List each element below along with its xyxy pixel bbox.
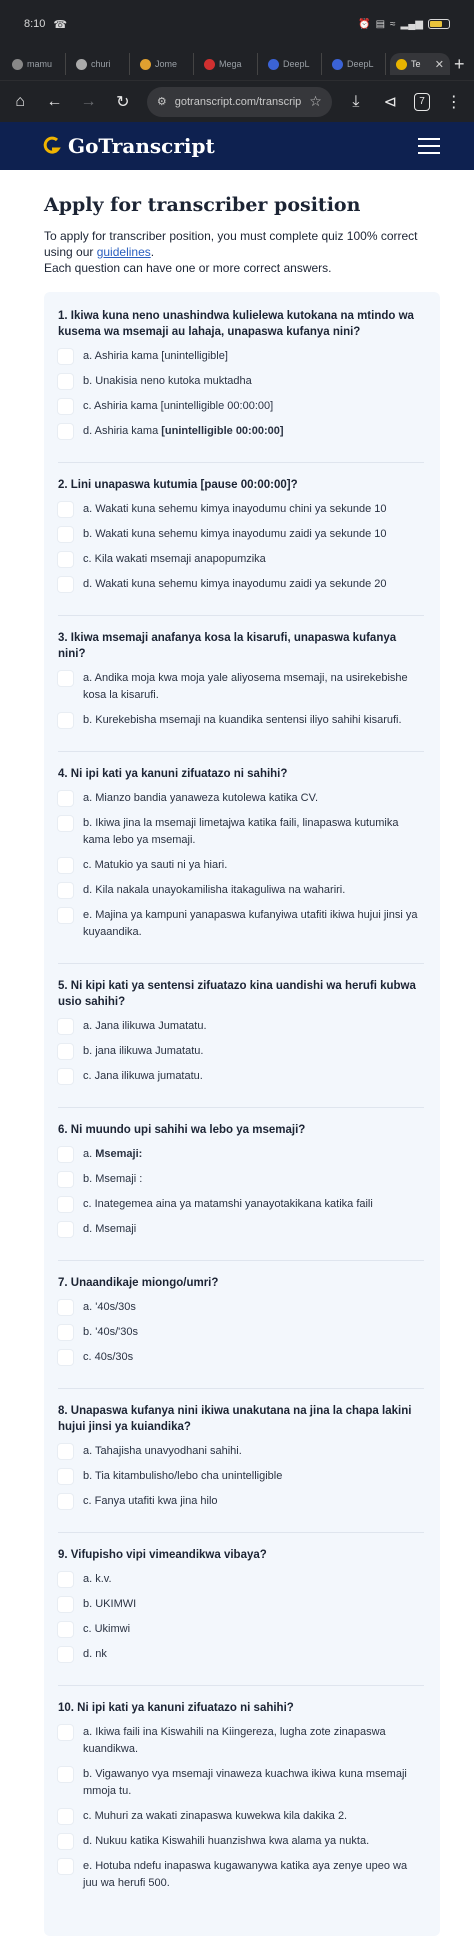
answer-label: c. Matukio ya sauti ni ya hiari.: [83, 859, 228, 871]
answer-option[interactable]: [58, 1349, 424, 1366]
quiz-question: [58, 1700, 424, 1914]
browser-tab[interactable]: [6, 53, 66, 75]
tab-label: mamu: [27, 59, 53, 69]
new-tab-button[interactable]: +: [454, 53, 465, 74]
answer-checkbox[interactable]: [58, 1300, 73, 1315]
guidelines-link[interactable]: guidelines: [96, 245, 151, 259]
answer-option[interactable]: [58, 1766, 424, 1800]
tab-label: Mega: [219, 59, 242, 69]
answer-label: d. Kila nakala unayokamilisha itakaguliwa na wahariri.: [83, 884, 346, 896]
answer-checkbox[interactable]: [58, 1325, 73, 1340]
answer-checkbox[interactable]: [58, 577, 73, 592]
quiz-question: [58, 630, 424, 752]
answer-checkbox[interactable]: [58, 1859, 73, 1874]
answer-checkbox[interactable]: [58, 1222, 73, 1237]
answer-checkbox[interactable]: [58, 502, 73, 517]
answer-option[interactable]: [58, 1596, 424, 1613]
browser-tab[interactable]: [70, 53, 130, 75]
answer-option[interactable]: [58, 815, 424, 849]
answer-option[interactable]: [58, 790, 424, 807]
answer-label: e. Hotuba ndefu inapaswa kugawanywa katika aya zenye upeo wa juu wa herufi 500.: [83, 1860, 408, 1889]
answer-label: c. 40s/30s: [83, 1351, 134, 1363]
logo-text: GoTranscript: [68, 134, 215, 158]
answer-checkbox[interactable]: [58, 527, 73, 542]
back-icon[interactable]: ←: [46, 92, 63, 110]
answer-label: a. Andika moja kwa moja yale aliyosema msemaji, na usirekebishe kosa la kisarufi.: [83, 672, 408, 701]
answer-checkbox[interactable]: [58, 349, 73, 364]
question-title: 5. Ni kipi kati ya sentensi zifuatazo kina uandishi wa herufi kubwa usio sahihi?: [58, 980, 416, 1008]
answer-checkbox[interactable]: [58, 1572, 73, 1587]
question-title: 3. Ikiwa msemaji anafanya kosa la kisarufi, unapaswa kufanya nini?: [58, 632, 397, 660]
answer-option[interactable]: [58, 1196, 424, 1213]
answer-checkbox[interactable]: [58, 713, 73, 728]
answer-checkbox[interactable]: [58, 1147, 73, 1162]
quiz-question: [58, 766, 424, 964]
answer-option[interactable]: [58, 1146, 424, 1163]
answer-label: a. Msemaji:: [83, 1148, 143, 1160]
question-title: 10. Ni ipi kati ya kanuni zifuatazo ni sahihi?: [58, 1702, 294, 1714]
answer-label: a. Wakati kuna sehemu kimya inayodumu chini ya sekunde 10: [83, 503, 387, 515]
answer-label: c. Inategemea aina ya matamshi yanayotakikana katika faili: [83, 1198, 373, 1210]
answer-checkbox[interactable]: [58, 1809, 73, 1824]
answer-checkbox[interactable]: [58, 671, 73, 686]
answer-checkbox[interactable]: [58, 1069, 73, 1084]
answer-label: d. Ashiria kama [unintelligible 00:00:00]: [83, 425, 284, 437]
answer-option[interactable]: [58, 1043, 424, 1060]
tab-favicon-icon: [140, 59, 151, 70]
answer-label: b. Ikiwa jina la msemaji limetajwa katika faili, linapaswa kutumika kama lebo ya msemaji.: [83, 817, 399, 846]
answer-label: d. Nukuu katika Kiswahili huanzishwa kwa alama ya nukta.: [83, 1835, 370, 1847]
answer-option[interactable]: [58, 1324, 424, 1341]
answer-checkbox[interactable]: [58, 1197, 73, 1212]
quiz-question: [58, 308, 424, 463]
answer-checkbox[interactable]: [58, 1444, 73, 1459]
answer-option[interactable]: [58, 1833, 424, 1850]
answer-label: a. Tahajisha unavyodhani sahihi.: [83, 1445, 242, 1457]
question-title: 8. Unapaswa kufanya nini ikiwa unakutana na jina la chapa lakini hujui jinsi ya kuiandika?: [58, 1405, 412, 1433]
answer-label: a. Mianzo bandia yanaweza kutolewa katika CV.: [83, 792, 319, 804]
answer-label: b. Unakisia neno kutoka muktadha: [83, 375, 252, 387]
reload-icon[interactable]: ↻: [116, 93, 130, 111]
page-title: Apply for transcriber position: [44, 194, 361, 216]
answer-option[interactable]: [58, 712, 424, 729]
answer-checkbox[interactable]: [58, 1350, 73, 1365]
question-title: 6. Ni muundo upi sahihi wa lebo ya msemaji?: [58, 1124, 306, 1136]
answer-checkbox[interactable]: [58, 1469, 73, 1484]
tab-favicon-icon: [76, 59, 87, 70]
answer-label: b. Wakati kuna sehemu kimya inayodumu zaidi ya sekunde 10: [83, 528, 387, 540]
url-text: gotranscript.com/transcrip: [174, 95, 302, 108]
main-content: [0, 170, 474, 1936]
answer-checkbox[interactable]: [58, 424, 73, 439]
share-icon[interactable]: ⊲: [383, 93, 397, 111]
answer-label: b. Tia kitambulisho/lebo cha unintelligible: [83, 1470, 283, 1482]
answer-option[interactable]: [58, 1443, 424, 1460]
tab-favicon-icon: [12, 59, 23, 70]
browser-toolbar: [0, 80, 474, 122]
answer-checkbox[interactable]: [58, 858, 73, 873]
download-icon[interactable]: ⤓: [352, 92, 360, 110]
close-tab-icon[interactable]: ✕: [434, 58, 444, 71]
tab-label: DeepL: [347, 59, 374, 69]
answer-checkbox[interactable]: [58, 791, 73, 806]
answer-label: a. Ashiria kama [unintelligible]: [83, 350, 228, 362]
intro-text: To apply for transcriber position, you must complete quiz 100% correct using our guidelines. Each question can have one or more correct answers.: [44, 229, 418, 275]
answer-label: a. Ikiwa faili ina Kiswahili na Kiingereza, lugha zote zinapaswa kuandikwa.: [83, 1726, 386, 1755]
answer-option[interactable]: [58, 1018, 424, 1035]
answer-label: d. Wakati kuna sehemu kimya inayodumu zaidi ya sekunde 20: [83, 578, 387, 590]
more-menu-icon[interactable]: ⋮: [445, 93, 462, 111]
answer-checkbox[interactable]: [58, 908, 73, 923]
tab-label: DeepL: [283, 59, 310, 69]
answer-label: b. Msemaji :: [83, 1173, 143, 1185]
answer-option[interactable]: [58, 1299, 424, 1316]
answer-option[interactable]: [58, 526, 424, 543]
answer-option[interactable]: [58, 398, 424, 415]
answer-checkbox[interactable]: [58, 1725, 73, 1740]
answer-checkbox[interactable]: [58, 1834, 73, 1849]
answer-label: b. Kurekebisha msemaji na kuandika sentensi iliyo sahihi kisarufi.: [83, 714, 402, 726]
tab-label: Jome: [155, 59, 178, 69]
site-logo[interactable]: [44, 134, 215, 158]
answer-option[interactable]: [58, 1571, 424, 1588]
answer-checkbox[interactable]: [58, 816, 73, 831]
address-bar[interactable]: [147, 87, 332, 117]
answer-option[interactable]: [58, 857, 424, 874]
quiz-question: [58, 1275, 424, 1389]
answer-label: c. Ukimwi: [83, 1623, 131, 1635]
vibrate-icon: ▤: [375, 18, 386, 30]
answer-label: a. Jana ilikuwa Jumatatu.: [83, 1020, 207, 1032]
status-time: 8:10: [24, 18, 46, 30]
menu-icon[interactable]: [418, 133, 440, 159]
question-title: 1. Ikiwa kuna neno unashindwa kulielewa kutokana na mtindo wa kusema wa msemaji au lahaja, unapaswa kufanya nini?: [58, 310, 414, 338]
answer-label: b. '40s/'30s: [83, 1326, 138, 1338]
answer-checkbox[interactable]: [58, 1597, 73, 1612]
answer-option[interactable]: [58, 551, 424, 568]
quiz-container: [44, 292, 440, 1936]
home-icon[interactable]: ⌂: [15, 92, 25, 110]
question-title: 9. Vifupisho vipi vimeandikwa vibaya?: [58, 1549, 267, 1561]
tab-favicon-icon: [396, 59, 407, 70]
answer-option[interactable]: [58, 501, 424, 518]
browser-tab[interactable]: [198, 53, 258, 75]
answer-checkbox[interactable]: [58, 1044, 73, 1059]
answer-option[interactable]: [58, 423, 424, 440]
answer-option[interactable]: [58, 670, 424, 704]
answer-option[interactable]: [58, 907, 424, 941]
browser-tab[interactable]: [262, 53, 322, 75]
answer-label: c. Muhuri za wakati zinapaswa kuwekwa kila dakika 2.: [83, 1810, 348, 1822]
question-title: 7. Unaandikaje miongo/umri?: [58, 1277, 219, 1289]
question-title: 4. Ni ipi kati ya kanuni zifuatazo ni sahihi?: [58, 768, 288, 780]
answer-option[interactable]: [58, 1221, 424, 1238]
whatsapp-icon: ☎: [53, 18, 68, 31]
answer-option[interactable]: [58, 1468, 424, 1485]
answer-option[interactable]: [58, 1171, 424, 1188]
answer-checkbox[interactable]: [58, 1647, 73, 1662]
site-header: [0, 122, 474, 170]
tab-favicon-icon: [268, 59, 279, 70]
tab-label: Te: [411, 59, 421, 69]
answer-option[interactable]: [58, 882, 424, 899]
tab-label: churi: [91, 59, 111, 69]
question-title: 2. Lini unapaswa kutumia [pause 00:00:00]?: [58, 479, 298, 491]
answer-checkbox[interactable]: [58, 399, 73, 414]
quiz-question: [58, 477, 424, 616]
tab-favicon-icon: [332, 59, 343, 70]
battery-icon: [428, 19, 450, 29]
answer-checkbox[interactable]: [58, 374, 73, 389]
answer-checkbox[interactable]: [58, 1494, 73, 1509]
answer-option[interactable]: [58, 1858, 424, 1892]
answer-option[interactable]: [58, 1646, 424, 1663]
bookmark-star-icon[interactable]: ☆: [309, 93, 322, 109]
answer-label: d. Msemaji: [83, 1223, 137, 1235]
answer-option[interactable]: [58, 1724, 424, 1758]
tab-strip: [0, 48, 474, 80]
browser-tab[interactable]: [326, 53, 386, 75]
tab-switcher-button[interactable]: 7: [414, 93, 429, 111]
answer-label: b. UKIMWI: [83, 1598, 137, 1610]
answer-checkbox[interactable]: [58, 552, 73, 567]
answer-checkbox[interactable]: [58, 1172, 73, 1187]
wifi-icon: ≈: [390, 18, 396, 30]
tab-favicon-icon: [204, 59, 215, 70]
answer-option[interactable]: [58, 1808, 424, 1825]
answer-label: c. Kila wakati msemaji anapopumzika: [83, 553, 266, 565]
alarm-icon: ⏰: [358, 18, 371, 30]
answer-label: e. Majina ya kampuni yanapaswa kufanyiwa utafiti ikiwa hujui jinsi ya kuyaandika.: [83, 909, 418, 938]
answer-label: c. Fanya utafiti kwa jina hilo: [83, 1495, 218, 1507]
answer-option[interactable]: [58, 1621, 424, 1638]
answer-label: a. k.v.: [83, 1573, 112, 1585]
answer-option[interactable]: [58, 576, 424, 593]
answer-option[interactable]: [58, 1068, 424, 1085]
answer-option[interactable]: [58, 1493, 424, 1510]
answer-label: b. jana ilikuwa Jumatatu.: [83, 1045, 204, 1057]
browser-tab[interactable]: [134, 53, 194, 75]
signal-icon: ▂▄▆: [400, 18, 423, 30]
quiz-question: [58, 978, 424, 1108]
answer-label: a. '40s/30s: [83, 1301, 136, 1313]
answer-checkbox[interactable]: [58, 1767, 73, 1782]
answer-checkbox[interactable]: [58, 883, 73, 898]
quiz-question: [58, 1403, 424, 1533]
answer-option[interactable]: [58, 348, 424, 365]
browser-tab[interactable]: [390, 53, 450, 75]
forward-icon[interactable]: →: [80, 92, 97, 110]
answer-label: c. Jana ilikuwa jumatatu.: [83, 1070, 203, 1082]
status-bar: [0, 0, 474, 48]
answer-label: b. Vigawanyo vya msemaji vinaweza kuachwa ikiwa kuna msemaji mmoja tu.: [83, 1768, 407, 1797]
answer-label: d. nk: [83, 1648, 107, 1660]
site-info-icon[interactable]: ⚙: [156, 96, 167, 108]
answer-checkbox[interactable]: [58, 1019, 73, 1034]
quiz-question: [58, 1122, 424, 1261]
gotranscript-logo-icon: [44, 136, 60, 156]
answer-label: c. Ashiria kama [unintelligible 00:00:00]: [83, 400, 274, 412]
answer-checkbox[interactable]: [58, 1622, 73, 1637]
quiz-question: [58, 1547, 424, 1686]
answer-option[interactable]: [58, 373, 424, 390]
